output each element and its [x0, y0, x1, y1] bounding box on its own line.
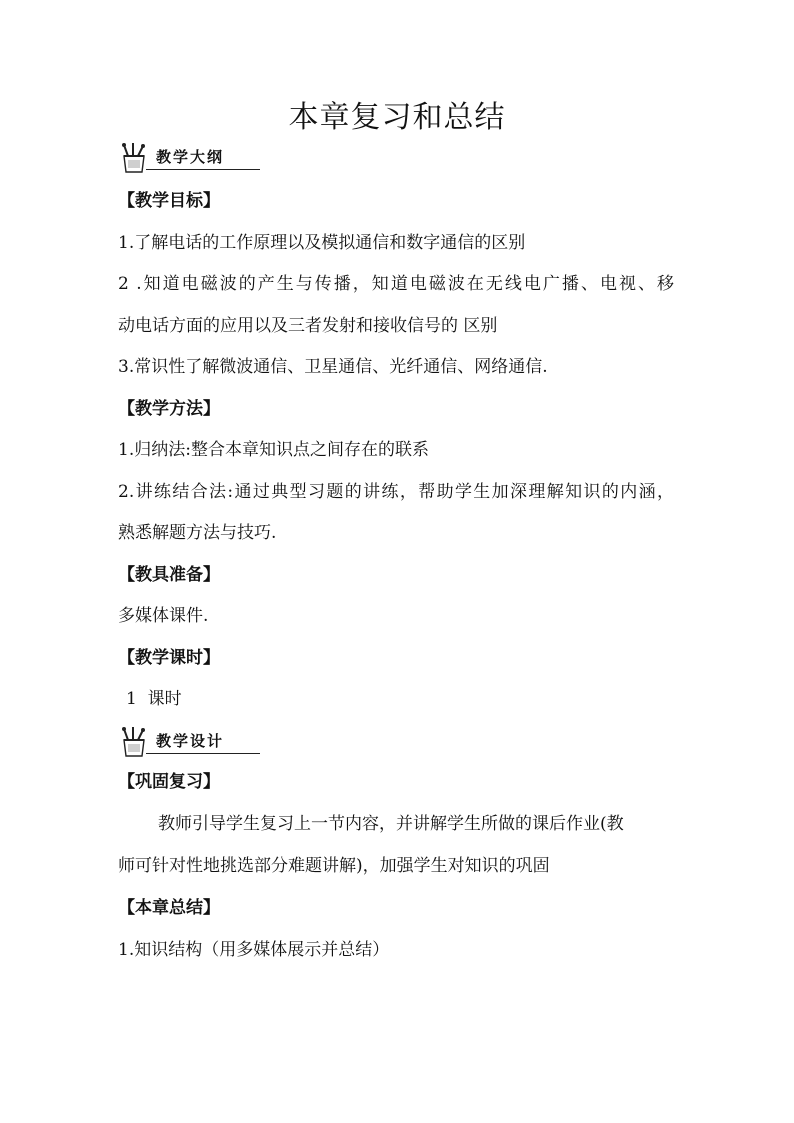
banner-label: 教学大纲 [156, 148, 225, 166]
heading-review: 【巩固复习】 [118, 772, 220, 792]
tools-text: 多媒体课件. [118, 606, 209, 626]
heading-goals: 【教学目标】 [118, 191, 220, 211]
pencil-cup-icon [118, 726, 154, 760]
page-title: 本章复习和总结 [288, 100, 506, 135]
heading-methods: 【教学方法】 [118, 399, 220, 419]
summary-item-1: 1.知识结构（用多媒体展示并总结） [118, 940, 390, 960]
banner-label: 教学设计 [156, 732, 225, 750]
method-item-1: 1.归纳法:整合本章知识点之间存在的联系 [118, 440, 429, 460]
banner-underline [146, 169, 260, 170]
method-item-2-line-1: 2.讲练结合法:通过典型习题的讲练，帮助学生加深理解知识的内涵， [118, 482, 674, 502]
goal-item-2-line-1: 2 .知道电磁波的产生与传播，知道电磁波在无线电广播、电视、移 [118, 274, 674, 294]
heading-tools: 【教具准备】 [118, 565, 220, 585]
goal-item-2-line-2: 动电话方面的应用以及三者发射和接收信号的 区别 [118, 316, 498, 336]
hours-text: 1 课时 [126, 689, 182, 709]
section-banner-outline [118, 142, 260, 176]
pencil-cup-icon [118, 142, 154, 176]
banner-underline [146, 753, 260, 754]
review-line-1: 教师引导学生复习上一节内容，并讲解学生所做的课后作业(教 [158, 814, 624, 834]
review-line-2: 师可针对性地挑选部分难题讲解)，加强学生对知识的巩固 [118, 856, 550, 876]
method-item-2-line-2: 熟悉解题方法与技巧. [118, 523, 277, 543]
heading-hours: 【教学课时】 [118, 648, 220, 668]
goal-item-3: 3.常识性了解微波通信、卫星通信、光纤通信、网络通信. [118, 357, 548, 377]
goal-item-1: 1.了解电话的工作原理以及模拟通信和数字通信的区别 [118, 233, 526, 253]
section-banner-design [118, 726, 260, 760]
heading-summary: 【本章总结】 [118, 898, 220, 918]
